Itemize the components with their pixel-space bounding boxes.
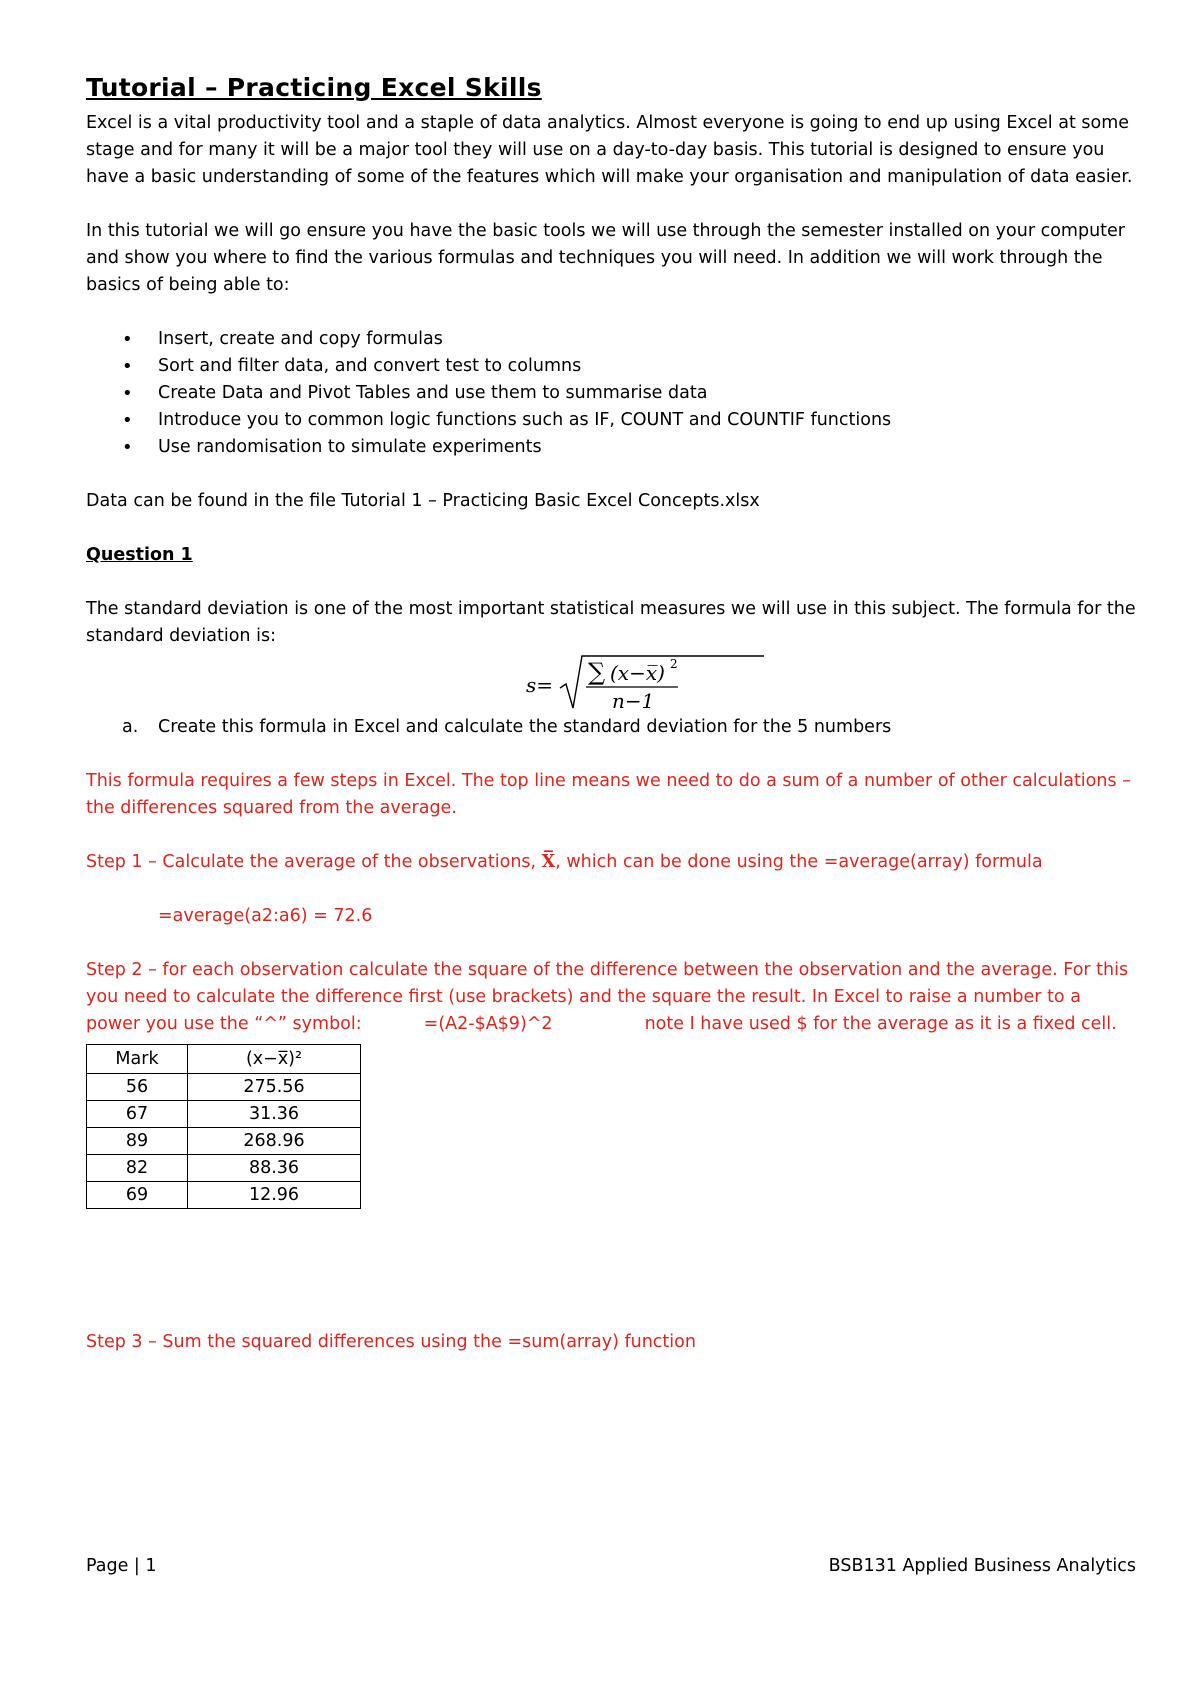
table-header-row <box>87 1045 361 1074</box>
page-title: Tutorial – Practicing Excel Skills <box>86 73 542 102</box>
marks-table <box>86 1044 361 1209</box>
list-item: • Create Data and Pivot Tables and use them to summarise data <box>158 380 1136 407</box>
table-cell-squared-diff: 31.36 <box>188 1101 361 1128</box>
step-2-note: note I have used $ for the average as it is a fixed cell. <box>644 1014 1117 1034</box>
data-file-note: Data can be found in the file Tutorial 1 – Practicing Basic Excel Concepts.xlsx <box>86 491 760 511</box>
formula-sigma: ∑ <box>588 658 606 686</box>
step-1 <box>86 849 1136 876</box>
table-cell-squared-diff: 275.56 <box>188 1074 361 1101</box>
table-header-squared-diff: (x−x̅)² <box>188 1045 361 1074</box>
table-cell-mark: 89 <box>87 1128 188 1155</box>
page-content <box>86 72 1136 1356</box>
table-cell-squared-diff: 268.96 <box>188 1128 361 1155</box>
table-cell-mark: 82 <box>87 1155 188 1182</box>
formula-exponent: 2 <box>670 657 678 671</box>
question-1-parts <box>86 714 1136 741</box>
std-dev-formula <box>86 650 1136 714</box>
footer-course-name: BSB131 Applied Business Analytics <box>828 1556 1136 1576</box>
table-cell-squared-diff: 88.36 <box>188 1155 361 1182</box>
table-cell-mark: 67 <box>87 1101 188 1128</box>
step-1-text-after: , which can be done using the =average(array) formula <box>555 852 1043 872</box>
formula-lhs: s= <box>526 673 554 697</box>
step-1-text-before: Step 1 – Calculate the average of the observations, <box>86 852 542 872</box>
list-item: • Introduce you to common logic functions such as IF, COUNT and COUNTIF functions <box>158 407 1136 434</box>
step-2-formula: =(A2-$A$9)^2 <box>423 1014 553 1034</box>
table-cell-mark: 69 <box>87 1182 188 1209</box>
table-row <box>87 1101 361 1128</box>
step-2 <box>86 957 1136 1038</box>
formula-denominator: n−1 <box>612 689 655 713</box>
second-paragraph: In this tutorial we will go ensure you have the basic tools we will use through the semester installed on your computer and show you where to find the various formulas and techniques you will need. In addition we will work through the basics of being able to: <box>86 221 1125 295</box>
answer-intro: This formula requires a few steps in Excel. The top line means we need to do a sum of a number of other calculations – the differences squared from the average. <box>86 771 1131 818</box>
part-a-marker: a. <box>122 717 139 737</box>
table-row <box>87 1155 361 1182</box>
step-3: Step 3 – Sum the squared differences using the =sum(array) function <box>86 1332 696 1352</box>
list-item: • Use randomisation to simulate experiments <box>158 434 1136 461</box>
question-1-text: The standard deviation is one of the most important statistical measures we will use in this subject. The formula for the standard deviation is: <box>86 599 1136 646</box>
table-cell-mark: 56 <box>87 1074 188 1101</box>
formula-numerator: (x−x̅) <box>610 661 665 685</box>
table-header-mark: Mark <box>87 1045 188 1074</box>
intro-paragraph: Excel is a vital productivity tool and a staple of data analytics. Almost everyone is going to end up using Excel at some stage and for many it will be a major tool they will use on a day-to-day basis. This tutorial is designed to ensure you have a basic understanding of some of the features which will make your organisation and manipulation of data easier. <box>86 113 1133 187</box>
table-row <box>87 1182 361 1209</box>
table-row <box>87 1074 361 1101</box>
part-a-text: Create this formula in Excel and calculate the standard deviation for the 5 numbers <box>158 717 892 737</box>
x-bar-symbol: X̅ <box>541 852 556 872</box>
list-item: • Sort and filter data, and convert test to columns <box>158 353 1136 380</box>
std-dev-formula-graphic <box>526 650 766 714</box>
question-1-heading: Question 1 <box>86 545 193 565</box>
list-item: • Insert, create and copy formulas <box>158 326 1136 353</box>
step-2-text: Step 2 – for each observation calculate the square of the difference between the observation and the average. For this you need to calculate the difference first (use brackets) and the square the result. In Excel to raise a number to a power you use the “^” symbol: <box>86 960 1129 1034</box>
footer-page-number: Page | 1 <box>86 1556 157 1576</box>
skills-list <box>86 326 1136 461</box>
step-1-formula: =average(a2:a6) = 72.6 <box>158 906 373 926</box>
question-1-part-a <box>122 714 1136 741</box>
table-row <box>87 1128 361 1155</box>
table-cell-squared-diff: 12.96 <box>188 1182 361 1209</box>
